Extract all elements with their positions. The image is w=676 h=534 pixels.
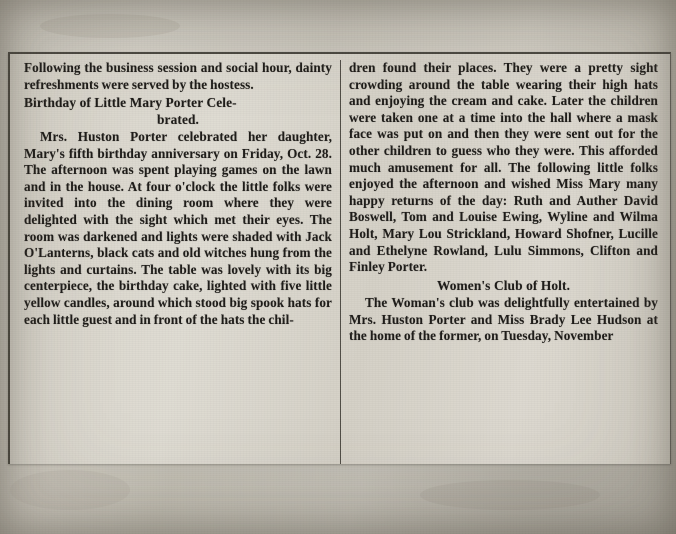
headline-birthday-mary-porter — [24, 95, 332, 128]
headline-line-2: brated. — [157, 111, 199, 127]
paragraph-business-session: Following the business session and social hour, dainty refreshments were served by the hostess. — [24, 60, 332, 92]
column-left — [16, 60, 341, 464]
paper-blotch — [10, 470, 130, 510]
paragraph-birthday-story: Mrs. Huston Porter celebrated her daughter, Mary's fifth birthday anniversary on Friday, Oct. 28. The afternoon was spent playing games on the lawn and in the house. At four o'clock the little folks were invited into the dining room where they were delighted with the sight which met their eyes. The room was darkened and lights were shaded with Jack O'Lanterns, black cats and old witches hung from the lights and curtains. The table was lovely with its big centerpiece, the birthday cake, lighted with five little yellow candles, around which stood big spook hats for each little guest and in front of the hats the chil- — [24, 129, 332, 327]
column-container — [10, 54, 670, 464]
paragraph-birthday-story-continued: dren found their places. They were a pretty sight crowding around the table wearing their high hats and enjoying the cream and cake. Later the children were taken one at a time into the hall where a mask face was put on and then they were sent out for the other children to guess who they were. This afforded much amusement for all. The following little folks enjoyed the afternoon and wished Miss Mary many happy returns of the day: Ruth and Auther David Boswell, Tom and Louise Ewing, Wyline and Wilma Holt, Mary Lou Strickland, Howard Shofner, Lucille and Ethelyne Rowland, Lulu Simmons, Clifton and Finley Porter. — [349, 60, 658, 275]
headline-line-1: Birthday of Little Mary Porter Cele- — [24, 95, 237, 111]
paragraph-womens-club: The Woman's club was delightfully entertained by Mrs. Huston Porter and Miss Brady Lee Hudson at the home of the former, on Tuesday, November — [349, 295, 658, 344]
newspaper-clipping — [8, 52, 671, 464]
paper-blotch — [420, 480, 600, 510]
headline-womens-club-of-holt — [349, 278, 658, 294]
paper-blotch — [40, 14, 180, 38]
headline-line-1: Women's Club of Holt. — [436, 277, 571, 293]
column-right — [341, 60, 666, 464]
